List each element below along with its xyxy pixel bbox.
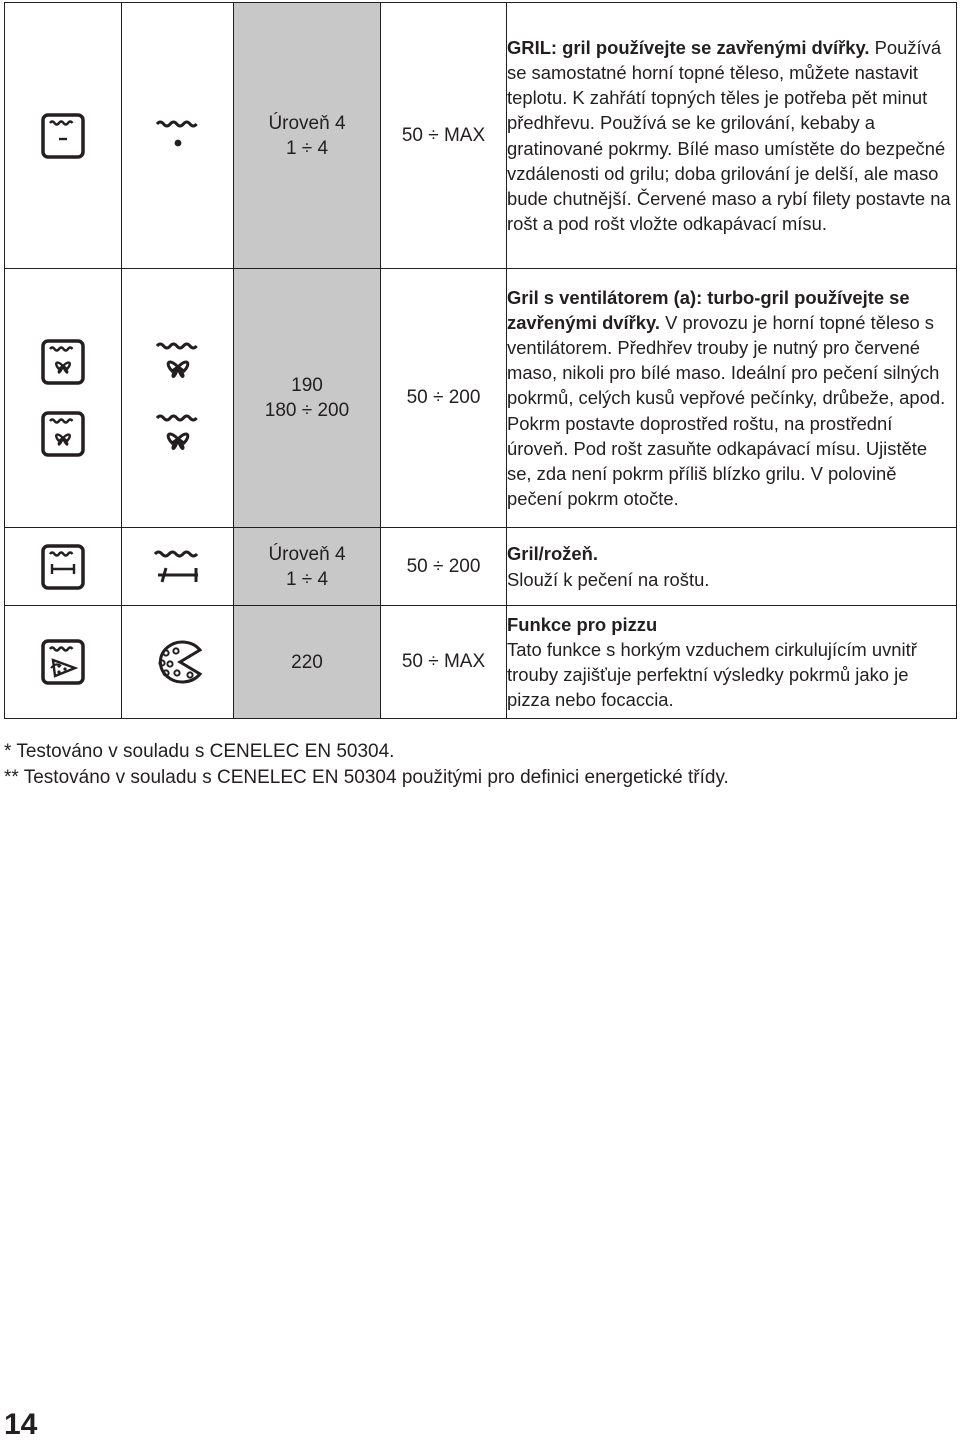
function-title: Funkce pro pizzu (507, 613, 658, 635)
range-cell: 50 ÷ 200 (381, 528, 507, 606)
icon-cell (122, 269, 234, 528)
footnote: ** Testováno v souladu s CENELEC EN 50304 použitými pro definici energetické třídy. (4, 767, 729, 788)
description-cell (507, 269, 957, 528)
table-row (5, 606, 957, 719)
temperature-line-1: Úroveň 4 (268, 543, 346, 565)
temperature-line-2: 180 ÷ 200 (264, 400, 350, 421)
function-description: V provozu je horní topné těleso s ventilátorem. Předhřev trouby je nutný pro červené maso, nikoli pro bílé maso. Ideální pro pečení silných pokrmů, celých kusů vepřové pečínky, drůbeže, apod. Pokrm postavte doprostřed roštu, na prostřední úroveň. Pod rošt zasuňte odkapávací mísu. Ujistěte se, zda není pokrm příliš blízko grilu. V polovině pečení pokrm otočte. (507, 311, 946, 510)
oven-grill-minus-icon (5, 3, 122, 269)
description-cell (507, 606, 957, 719)
range-cell: 50 ÷ MAX (381, 3, 507, 269)
page-number: 14 (4, 1408, 38, 1441)
table-row (5, 528, 957, 606)
temperature-cell (234, 269, 381, 528)
rotisserie-icon (122, 528, 234, 606)
function-description: Tato funkce s horkým vzduchem cirkulujícím uvnitř trouby zajišťuje perfektní výsledky pokrmů jako je pizza nebo focaccia. (507, 638, 917, 711)
oven-fan-grill-icon (39, 338, 87, 386)
function-title: GRIL: gril používejte se zavřenými dvířky. (507, 36, 870, 58)
pizza-icon (122, 606, 234, 719)
description-cell (507, 528, 957, 606)
temperature-cell: 220 (234, 606, 381, 719)
grill-dot-icon (122, 3, 234, 269)
temperature-line-2: 1 ÷ 4 (285, 568, 329, 590)
footnote: * Testováno v souladu s CENELEC EN 50304. (4, 741, 395, 762)
temperature-line-1: Úroveň 4 (268, 112, 346, 134)
temperature-cell (234, 528, 381, 606)
fan-grill-icon (154, 410, 202, 458)
temperature-line-1: 190 (291, 375, 323, 396)
function-title: Gril s ventilátorem (a): turbo-gril používejte se zavřenými dvířky. (507, 286, 910, 333)
range-cell: 50 ÷ 200 (381, 269, 507, 528)
oven-fan-grill-icon (39, 410, 87, 458)
oven-pizza-icon (5, 606, 122, 719)
range-cell: 50 ÷ MAX (381, 606, 507, 719)
icon-cell (5, 269, 122, 528)
oven-rotisserie-icon (5, 528, 122, 606)
table-row (5, 269, 957, 528)
oven-functions-table (4, 2, 957, 719)
description-cell (507, 3, 957, 269)
temperature-cell (234, 3, 381, 269)
function-title: Gril/rožeň. (507, 543, 598, 565)
function-description: Slouží k pečení na roštu. (507, 568, 710, 590)
fan-grill-icon (154, 338, 202, 386)
table-row (5, 3, 957, 269)
function-description: Používá se samostatné horní topné těleso, můžete nastavit teplotu. K zahřátí topných těles je potřeba pět minut předhřevu. Používá se ke grilování, kebaby a gratinované pokrmy. Bílé maso umístěte do bezpečné vzdálenosti od grilu; doba grilování je delší, ale maso bude chutnější. Červené maso a rybí filety postavte na rošt a pod rošt vložte odkapávací mísu. (507, 36, 951, 235)
temperature-line-2: 1 ÷ 4 (285, 137, 329, 159)
